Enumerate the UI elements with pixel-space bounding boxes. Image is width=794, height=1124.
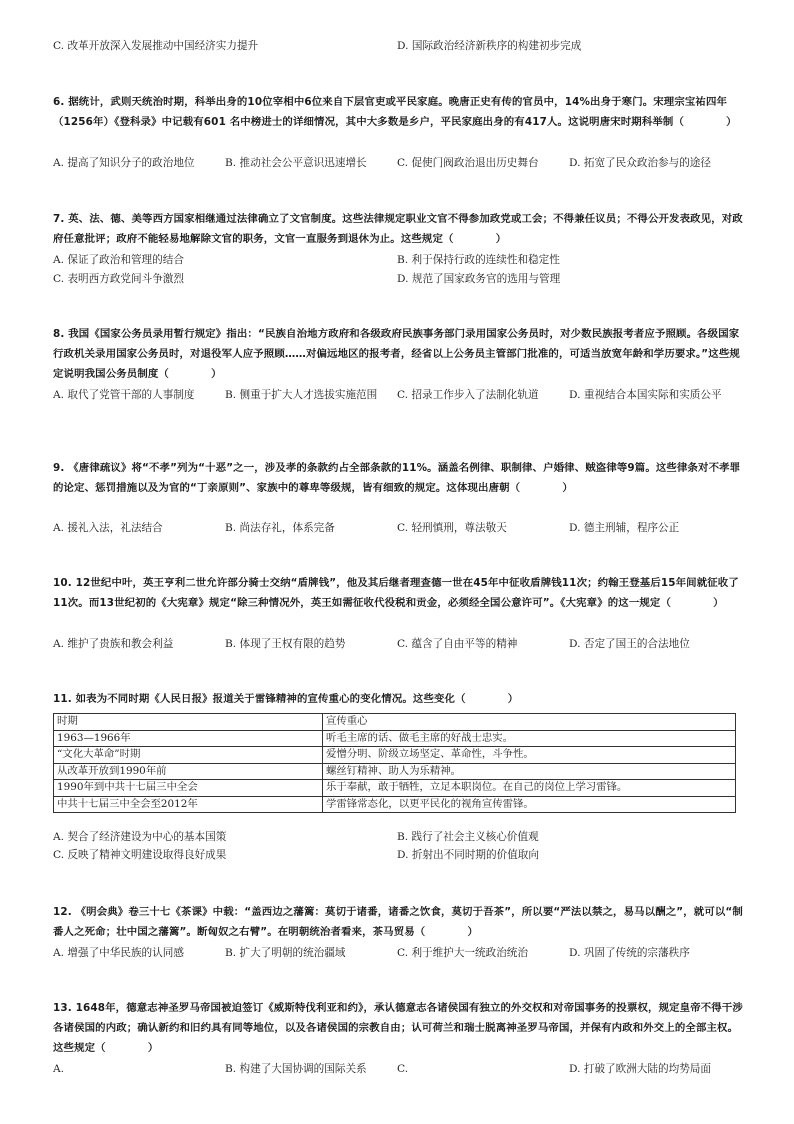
q6-option-c[interactable]: C. 促使门阀政治退出历史舞台: [397, 157, 539, 169]
table-cell: 乐于奉献，敢于牺牲，立足本职岗位。在自己的岗位上学习雷锋。: [323, 780, 736, 797]
q12-option-c[interactable]: C. 利于维护大一统政治统治: [397, 947, 528, 959]
q8-option-a[interactable]: A. 取代了党管干部的人事制度: [53, 389, 195, 401]
table-row: [54, 780, 736, 797]
q5-option-d[interactable]: D. 国际政治经济新秩序的构建初步完成: [397, 40, 582, 52]
q6-option-a[interactable]: A. 提高了知识分子的政治地位: [53, 157, 195, 169]
table-header-cell: 时期: [54, 714, 323, 731]
q7-option-b[interactable]: B. 利于保持行政的连续性和稳定性: [397, 254, 560, 266]
q7-stem: 7. 英、法、德、美等西方国家相继通过法律确立了文官制度。这些法律规定职业文官不得参加政党或工会；不得兼任议员；不得公开发表政见，对政府任意批评；政府不能轻易地解除文官的职务，文官一直服务到退休为止。这些规定（ ）: [53, 213, 743, 245]
table-cell: 从改革开放到1990年前: [54, 763, 323, 780]
q8-stem: 8. 我国《国家公务员录用暂行规定》指出：“民族自治地方政府和各级政府民族事务部门录用国家公务员时，对少数民族报考者应予照顾。各级国家行政机关录用国家公务员时，对退役军人应予照顾……对偏远地区的报考者，经省以上公务员主管部门批准的，可适当放宽年龄和学历要求。”这些规定说明我国公务员制度（ ）: [53, 328, 740, 380]
q9-option-b[interactable]: B. 尚法存礼，体系完备: [225, 522, 335, 534]
q6-option-d[interactable]: D. 拓宽了民众政治参与的途径: [569, 157, 711, 169]
q9-option-a[interactable]: A. 援礼入法，礼法结合: [53, 522, 163, 534]
table-cell: 学雷锋常态化，以更平民化的视角宣传雷锋。: [323, 796, 736, 813]
table-row: [54, 730, 736, 747]
table-row: [54, 747, 736, 764]
table-header-row: [54, 714, 736, 731]
q7-option-d[interactable]: D. 规范了国家政务官的选用与管理: [397, 273, 561, 285]
q9-option-d[interactable]: D. 德主刑辅，程序公正: [569, 522, 680, 534]
q12-stem: 12. 《明会典》卷三十七《茶课》中载：“盖西边之藩篱：莫切于诸番，诸番之饮食，莫切于吾茶”，所以要“严法以禁之，易马以酬之”，就可以“制番人之死命；壮中国之藩篱”。断匈奴之右臂”。在明朝统治者看来，茶马贸易（ ）: [53, 906, 743, 938]
q10-option-b[interactable]: B. 体现了王权有限的趋势: [225, 638, 346, 650]
table-cell: 螺丝钉精神、助人为乐精神。: [323, 763, 736, 780]
q8-option-b[interactable]: B. 侧重于扩大人才选拔实施范围: [225, 389, 378, 401]
q11-table: [53, 713, 736, 813]
q9-option-c[interactable]: C. 轻刑慎刑，尊法敬天: [397, 522, 507, 534]
q8-option-c[interactable]: C. 招录工作步入了法制化轨道: [397, 389, 539, 401]
q13-stem: 13. 1648年，德意志神圣罗马帝国被迫签订《威斯特伐利亚和约》，承认德意志各诸侯国有独立的外交权和对帝国事务的投票权，规定皇帝不得干涉各诸侯国的内政；确认新约和旧约具有同等地位，以及各诸侯国的宗教自由；认可荷兰和瑞士脱离神圣罗马帝国，并保有内政和外交上的全部主权。这些规定（ ）: [53, 1002, 743, 1054]
q11-option-a[interactable]: A. 契合了经济建设为中心的基本国策: [53, 831, 227, 843]
q11-option-d[interactable]: D. 折射出不同时期的价值取向: [397, 849, 539, 861]
q7-option-c[interactable]: C. 表明西方政党间斗争激烈: [53, 273, 184, 285]
q11-option-b[interactable]: B. 践行了社会主义核心价值观: [397, 831, 539, 843]
table-cell: 中共十七届三中全会至2012年: [54, 796, 323, 813]
q12-option-d[interactable]: D. 巩固了传统的宗藩秩序: [569, 947, 690, 959]
q8-option-d[interactable]: D. 重视结合本国实际和实质公平: [569, 389, 722, 401]
q12-option-b[interactable]: B. 扩大了明朝的统治疆域: [225, 947, 346, 959]
table-cell: 听毛主席的话、做毛主席的好战士忠实。: [323, 730, 736, 747]
q10-option-c[interactable]: C. 蕴含了自由平等的精神: [397, 638, 518, 650]
table-cell: 1963—1966年: [54, 730, 323, 747]
q5-option-c[interactable]: C. 改革开放深入发展推动中国经济实力提升: [53, 40, 259, 52]
table-row: [54, 763, 736, 780]
q9-stem: 9. 《唐律疏议》将“不孝”列为“十恶”之一，涉及孝的条款约占全部条款的11%。涵盖名例律、职制律、户婚律、贼盗律等9篇。这些律条对不孝罪的论定、惩罚措施以及为官的“丁亲原则”、家族中的尊卑等级规，皆有细致的规定。这体现出唐朝（ ）: [53, 462, 741, 494]
q12-option-a[interactable]: A. 增强了中华民族的认同感: [53, 947, 184, 959]
q10-option-a[interactable]: A. 维护了贵族和教会利益: [53, 638, 174, 650]
table-header-cell: 宣传重心: [323, 714, 736, 731]
q6-stem: 6. 据统计，武则天统治时期，科举出身的10位宰相中6位来自下层官吏或平民家庭。晚唐正史有传的官员中，14%出身于寒门。宋理宗宝祐四年（1256年）《登科录》中记载有601 名中榜进士的详细情况，其中大多数是乡户，平民家庭出身的有417人。这说明唐宋时期科举制（ ）: [53, 96, 737, 128]
q11-option-c[interactable]: C. 反映了精神文明建设取得良好成果: [53, 849, 227, 861]
q11-stem: 11. 如表为不同时期《人民日报》报道关于雷锋精神的宣传重心的变化情况。这些变化（ ）: [53, 693, 519, 705]
q7-option-a[interactable]: A. 保证了政治和管理的结合: [53, 254, 184, 266]
q10-stem: 10. 12世纪中叶，英王亨利二世允许部分骑士交纳“盾牌钱”，他及其后继者理查德一世在45年中征收盾牌钱11次；约翰王登基后15年间就征收了11次。而13世纪初的《大宪章》规定“除三种情况外，英王如需征收代役税和贡金，必须经全国公意许可”。《大宪章》的这一规定（ ）: [53, 577, 739, 609]
q10-option-d[interactable]: D. 否定了国王的合法地位: [569, 638, 690, 650]
q13-option-a[interactable]: A.: [53, 1063, 65, 1075]
table-cell: 爱憎分明、阶级立场坚定、革命性，斗争性。: [323, 747, 736, 764]
q6-option-b[interactable]: B. 推动社会公平意识迅速增长: [225, 157, 367, 169]
table-cell: “文化大革命”时期: [54, 747, 323, 764]
q13-option-d[interactable]: D. 打破了欧洲大陆的均势局面: [569, 1063, 711, 1075]
table-cell: 1990年到中共十七届三中全会: [54, 780, 323, 797]
table-row: [54, 796, 736, 813]
q13-option-b[interactable]: B. 构建了大国协调的国际关系: [225, 1063, 367, 1075]
q13-option-c[interactable]: C.: [397, 1063, 409, 1075]
